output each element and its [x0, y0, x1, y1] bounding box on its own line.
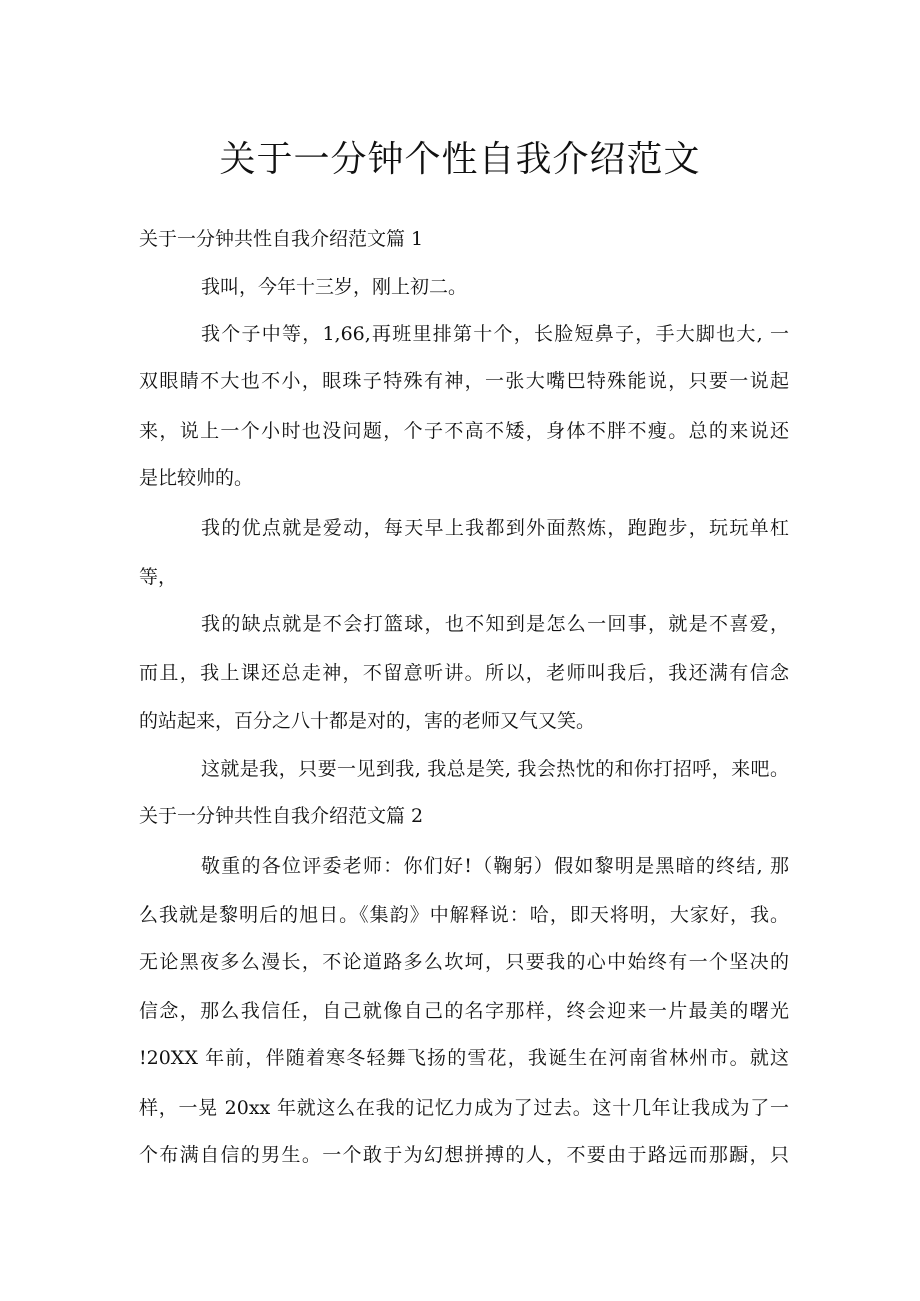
paragraph-line: 信念，那么我信任，自己就像自己的名字那样，终会迎来一片最美的曙光 [139, 1000, 789, 1022]
paragraph-line: 样，一晃 20xx 年就这么在我的记忆力成为了过去。这十几年让我成为了一 [139, 1097, 789, 1119]
paragraph-line: !20XX 年前，伴随着寒冬轻舞飞扬的雪花，我诞生在河南省林州市。就这 [139, 1047, 789, 1069]
paragraph-line: 等， [139, 566, 178, 588]
paragraph-line: 来，说上一个小时也没问题，个子不高不矮，身体不胖不瘦。总的来说还 [139, 420, 789, 442]
paragraph-line: 是比较帅的。 [139, 467, 254, 489]
paragraph-line: 我的优点就是爱动，每天早上我都到外面熬炼，跑跑步，玩玩单杠 [201, 517, 789, 539]
paragraph-line: 我个子中等，1,66,再班里排第十个，长脸短鼻子，手大脚也大, 一 [201, 323, 789, 345]
paragraph-line: 这就是我，只要一见到我, 我总是笑, 我会热忱的和你打招呼，来吧。 [201, 758, 789, 780]
paragraph-line: 双眼睛不大也不小，眼珠子特殊有神，一张大嘴巴特殊能说，只要一说起 [139, 370, 789, 392]
document-title: 关于一分钟个性自我介绍范文 [219, 139, 701, 180]
section-2-heading: 关于一分钟共性自我介绍范文篇 2 [139, 805, 424, 827]
paragraph-line: 么我就是黎明后的旭日。《集韵》中解释说：哈，即天将明，大家好，我。 [139, 904, 789, 926]
paragraph-line: 我的缺点就是不会打篮球，也不知到是怎么一回事，就是不喜爱， [201, 613, 789, 635]
section-1-heading: 关于一分钟共性自我介绍范文篇 1 [139, 228, 424, 250]
paragraph-line: 我叫，今年十三岁，刚上初二。 [201, 276, 468, 298]
paragraph-line: 个布满自信的男生。一个敢于为幻想拼搏的人，不要由于路远而那蹰，只 [139, 1144, 789, 1166]
paragraph-line: 敬重的各位评委老师：你们好!（鞠躬）假如黎明是黑暗的终结, 那 [201, 855, 789, 877]
paragraph-line: 无论黑夜多么漫长，不论道路多么坎坷，只要我的心中始终有一个坚决的 [139, 951, 789, 973]
paragraph-line: 而且，我上课还总走神，不留意听讲。所以，老师叫我后，我还满有信念 [139, 662, 789, 684]
paragraph-line: 的站起来，百分之八十都是对的，害的老师又气又笑。 [139, 710, 596, 732]
